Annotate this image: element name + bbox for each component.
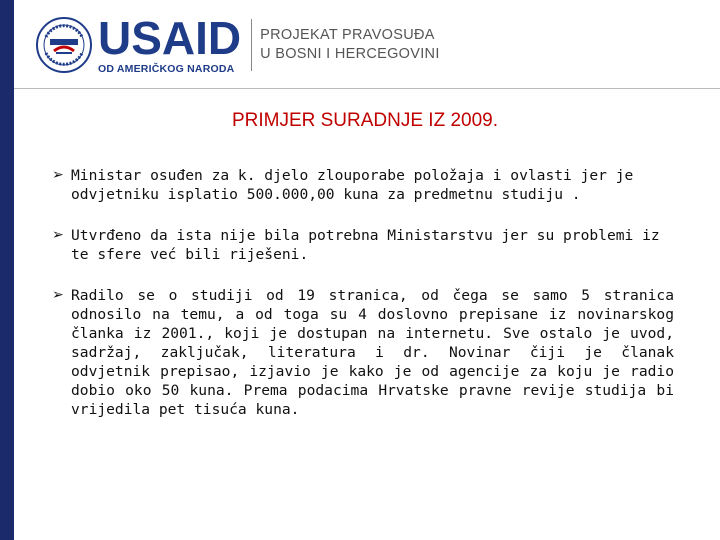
usaid-wordmark: USAID <box>98 11 242 64</box>
usaid-seal-icon <box>36 17 92 73</box>
left-accent-bar <box>0 0 14 540</box>
arrow-right-icon: ➢ <box>52 227 64 243</box>
arrow-right-icon: ➢ <box>52 167 64 183</box>
bullet-text: Ministar osuđen za k. djelo zlouporabe položaja i ovlasti jer je odvjetniku isplatio 500.000,00 kuna za predmetnu studiju . <box>71 167 634 203</box>
usaid-logo <box>36 11 440 76</box>
project-line-2: U BOSNI I HERCEGOVINI <box>260 46 440 62</box>
logo-divider <box>251 19 252 71</box>
bullet-text: Radilo se o studiji od 19 stranica, od čega se samo 5 stranica odnosilo na temu, a od toga su 4 doslovno prepisane iz novinarskog članka iz 2001., koji je dostupan na internetu. Sve ostalo je uvod, sadržaj, zaključak, literatura i dr. Novinar čiji je članak odvjetnik prepisao, izjavio je kako je od agencije za koju je radio dobio oko 50 kuna. Prema podacima Hrvatske pravne revije studija bi vrijedila pet tisuća kuna. <box>71 287 674 418</box>
bullet-item <box>52 286 674 419</box>
project-line-1: PROJEKAT PRAVOSUĐA <box>260 27 435 43</box>
bullet-list <box>52 166 674 441</box>
usaid-tagline: OD AMERIČKOG NARODA <box>98 62 235 75</box>
arrow-right-icon: ➢ <box>52 287 64 303</box>
bullet-text: Utvrđeno da ista nije bila potrebna Ministarstvu jer su problemi iz te sfere već bili riješeni. <box>71 227 660 263</box>
bullet-item <box>52 166 674 204</box>
slide-title: PRIMJER SURADNJE IZ 2009. <box>231 110 499 131</box>
bullet-item <box>52 226 674 264</box>
project-name <box>260 26 440 64</box>
header-divider <box>14 88 720 89</box>
